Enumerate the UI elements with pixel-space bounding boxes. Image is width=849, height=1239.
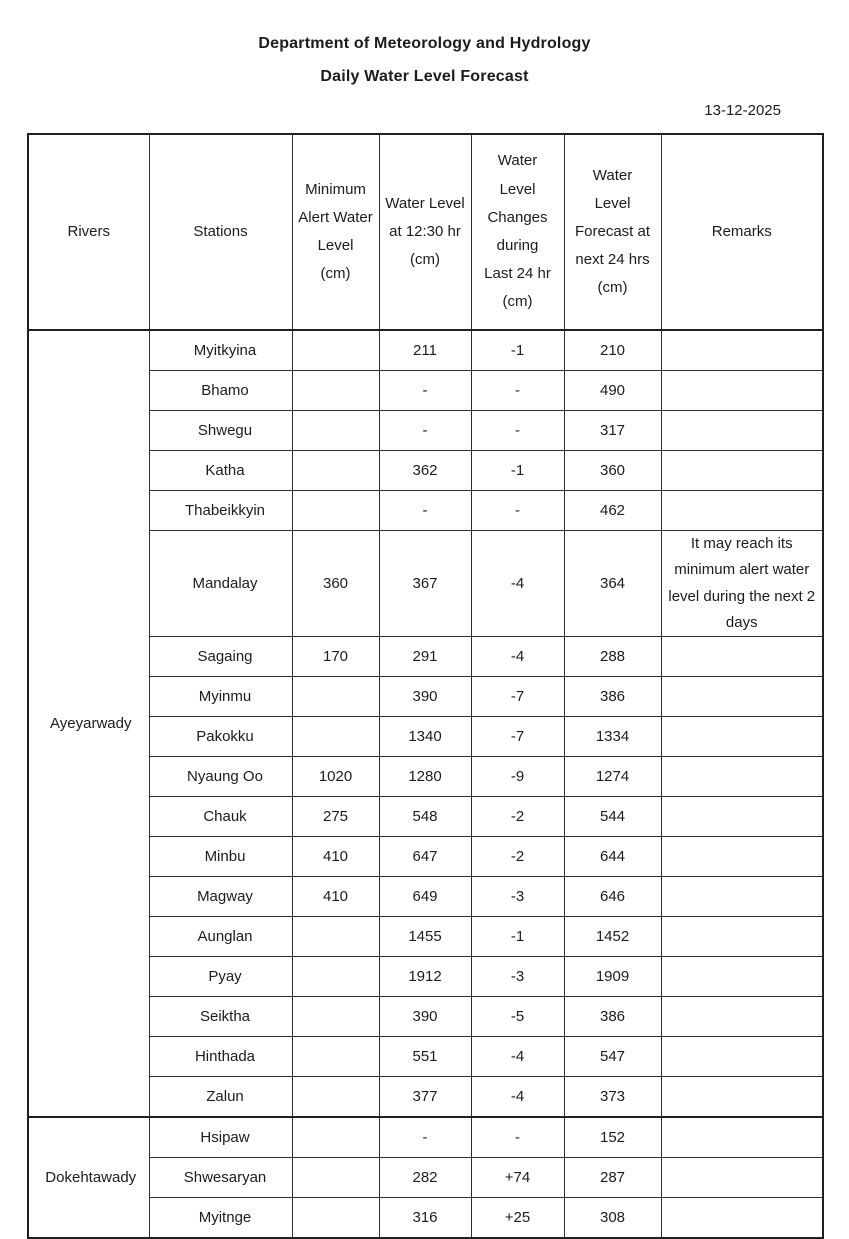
forecast-24h-cell: 288 (564, 637, 661, 677)
min-alert-cell (292, 491, 379, 531)
remarks-cell (661, 837, 823, 877)
table-row (28, 1117, 823, 1158)
min-alert-cell (292, 1198, 379, 1239)
change-24h-cell: -9 (471, 757, 564, 797)
change-24h-cell: -4 (471, 1037, 564, 1077)
min-alert-cell: 1020 (292, 757, 379, 797)
change-24h-cell: -2 (471, 797, 564, 837)
change-24h-cell: -3 (471, 877, 564, 917)
forecast-24h-cell: 386 (564, 677, 661, 717)
column-header-change-24h: Water Level Changes during Last 24 hr (cm) (471, 134, 564, 330)
min-alert-cell (292, 330, 379, 371)
remarks-cell (661, 637, 823, 677)
level-1230-cell: 377 (379, 1077, 471, 1118)
station-cell: Bhamo (149, 371, 292, 411)
column-header-stations: Stations (149, 134, 292, 330)
level-1230-cell: 551 (379, 1037, 471, 1077)
change-24h-cell: -3 (471, 957, 564, 997)
forecast-24h-cell: 287 (564, 1158, 661, 1198)
column-header-min-alert: Minimum Alert Water Level (cm) (292, 134, 379, 330)
forecast-24h-cell: 360 (564, 451, 661, 491)
change-24h-cell: - (471, 371, 564, 411)
remarks-cell (661, 491, 823, 531)
station-cell: Shwegu (149, 411, 292, 451)
forecast-24h-cell: 462 (564, 491, 661, 531)
forecast-24h-cell: 1909 (564, 957, 661, 997)
change-24h-cell: -7 (471, 677, 564, 717)
min-alert-cell (292, 997, 379, 1037)
remarks-cell: It may reach its minimum alert water level during the next 2 days (661, 531, 823, 637)
table-header-row (28, 134, 823, 330)
station-cell: Myitkyina (149, 330, 292, 371)
level-1230-cell: 1340 (379, 717, 471, 757)
column-header-rivers: Rivers (28, 134, 149, 330)
station-cell: Thabeikkyin (149, 491, 292, 531)
level-1230-cell: 316 (379, 1198, 471, 1239)
change-24h-cell: -4 (471, 531, 564, 637)
level-1230-cell: 1912 (379, 957, 471, 997)
column-header-forecast-24h: Water Level Forecast at next 24 hrs (cm) (564, 134, 661, 330)
remarks-cell (661, 757, 823, 797)
remarks-cell (661, 371, 823, 411)
remarks-cell (661, 917, 823, 957)
forecast-24h-cell: 547 (564, 1037, 661, 1077)
station-cell: Seiktha (149, 997, 292, 1037)
min-alert-cell (292, 371, 379, 411)
forecast-24h-cell: 646 (564, 877, 661, 917)
remarks-cell (661, 957, 823, 997)
min-alert-cell (292, 1117, 379, 1158)
level-1230-cell: - (379, 1117, 471, 1158)
change-24h-cell: - (471, 1117, 564, 1158)
forecast-24h-cell: 317 (564, 411, 661, 451)
forecast-24h-cell: 364 (564, 531, 661, 637)
remarks-cell (661, 1158, 823, 1198)
min-alert-cell: 360 (292, 531, 379, 637)
forecast-24h-cell: 210 (564, 330, 661, 371)
change-24h-cell: -7 (471, 717, 564, 757)
remarks-cell (661, 877, 823, 917)
change-24h-cell: - (471, 491, 564, 531)
report-date: 13-12-2025 (704, 102, 781, 119)
change-24h-cell: -5 (471, 997, 564, 1037)
change-24h-cell: -1 (471, 451, 564, 491)
forecast-24h-cell: 373 (564, 1077, 661, 1118)
station-cell: Chauk (149, 797, 292, 837)
change-24h-cell: +74 (471, 1158, 564, 1198)
forecast-24h-cell: 1274 (564, 757, 661, 797)
remarks-cell (661, 1117, 823, 1158)
change-24h-cell: -1 (471, 917, 564, 957)
station-cell: Katha (149, 451, 292, 491)
station-cell: Zalun (149, 1077, 292, 1118)
change-24h-cell: -4 (471, 1077, 564, 1118)
level-1230-cell: 647 (379, 837, 471, 877)
level-1230-cell: - (379, 491, 471, 531)
station-cell: Nyaung Oo (149, 757, 292, 797)
min-alert-cell: 410 (292, 837, 379, 877)
min-alert-cell (292, 917, 379, 957)
change-24h-cell: -4 (471, 637, 564, 677)
water-level-table-body (28, 330, 823, 1238)
min-alert-cell (292, 1037, 379, 1077)
level-1230-cell: 649 (379, 877, 471, 917)
level-1230-cell: - (379, 371, 471, 411)
station-cell: Hinthada (149, 1037, 292, 1077)
level-1230-cell: 1455 (379, 917, 471, 957)
min-alert-cell: 275 (292, 797, 379, 837)
remarks-cell (661, 330, 823, 371)
station-cell: Magway (149, 877, 292, 917)
water-level-table (27, 133, 824, 1239)
change-24h-cell: -1 (471, 330, 564, 371)
river-name-cell: Ayeyarwady (28, 330, 149, 1117)
level-1230-cell: 548 (379, 797, 471, 837)
station-cell: Myitnge (149, 1198, 292, 1239)
min-alert-cell (292, 451, 379, 491)
min-alert-cell (292, 1077, 379, 1118)
station-cell: Mandalay (149, 531, 292, 637)
forecast-24h-cell: 644 (564, 837, 661, 877)
column-header-remarks: Remarks (661, 134, 823, 330)
remarks-cell (661, 1198, 823, 1239)
station-cell: Shwesaryan (149, 1158, 292, 1198)
change-24h-cell: +25 (471, 1198, 564, 1239)
remarks-cell (661, 717, 823, 757)
level-1230-cell: 367 (379, 531, 471, 637)
level-1230-cell: 1280 (379, 757, 471, 797)
remarks-cell (661, 797, 823, 837)
level-1230-cell: 211 (379, 330, 471, 371)
station-cell: Sagaing (149, 637, 292, 677)
station-cell: Hsipaw (149, 1117, 292, 1158)
level-1230-cell: - (379, 411, 471, 451)
min-alert-cell (292, 411, 379, 451)
station-cell: Pakokku (149, 717, 292, 757)
remarks-cell (661, 1077, 823, 1118)
min-alert-cell: 410 (292, 877, 379, 917)
river-name-cell: Dokehtawady (28, 1117, 149, 1238)
forecast-24h-cell: 1334 (564, 717, 661, 757)
page-title: Department of Meteorology and Hydrology (258, 35, 591, 52)
remarks-cell (661, 677, 823, 717)
station-cell: Pyay (149, 957, 292, 997)
table-row (28, 330, 823, 371)
page-subtitle: Daily Water Level Forecast (320, 68, 529, 85)
min-alert-cell (292, 717, 379, 757)
min-alert-cell (292, 957, 379, 997)
station-cell: Minbu (149, 837, 292, 877)
change-24h-cell: - (471, 411, 564, 451)
forecast-24h-cell: 1452 (564, 917, 661, 957)
level-1230-cell: 390 (379, 997, 471, 1037)
remarks-cell (661, 1037, 823, 1077)
min-alert-cell (292, 677, 379, 717)
level-1230-cell: 390 (379, 677, 471, 717)
level-1230-cell: 291 (379, 637, 471, 677)
min-alert-cell: 170 (292, 637, 379, 677)
remarks-cell (661, 997, 823, 1037)
station-cell: Aunglan (149, 917, 292, 957)
forecast-24h-cell: 308 (564, 1198, 661, 1239)
column-header-level-1230: Water Level at 12:30 hr (cm) (379, 134, 471, 330)
remarks-cell (661, 451, 823, 491)
forecast-24h-cell: 490 (564, 371, 661, 411)
station-cell: Myinmu (149, 677, 292, 717)
forecast-24h-cell: 386 (564, 997, 661, 1037)
level-1230-cell: 362 (379, 451, 471, 491)
level-1230-cell: 282 (379, 1158, 471, 1198)
remarks-cell (661, 411, 823, 451)
min-alert-cell (292, 1158, 379, 1198)
forecast-24h-cell: 544 (564, 797, 661, 837)
change-24h-cell: -2 (471, 837, 564, 877)
forecast-24h-cell: 152 (564, 1117, 661, 1158)
